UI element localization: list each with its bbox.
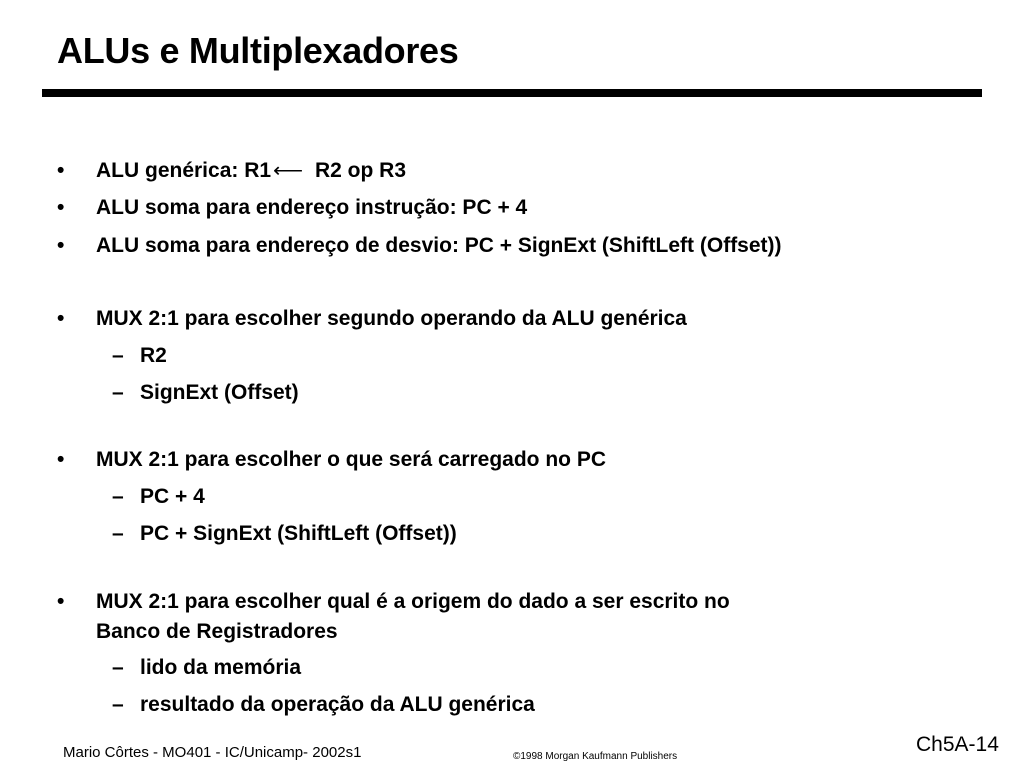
bullet-text: R2 op R3 xyxy=(309,159,407,182)
bullet-item-continuation: Banco de Registradores xyxy=(96,620,338,643)
bullet-marker: • xyxy=(57,159,65,182)
slide-title: ALUs e Multiplexadores xyxy=(57,30,459,71)
footer-copyright: ©1998 Morgan Kaufmann Publishers xyxy=(513,751,678,762)
dash-marker: – xyxy=(112,656,124,679)
bullet-item-alu-soma-instrucao: ALU soma para endereço instrução: PC + 4 xyxy=(96,196,528,219)
bullet-marker: • xyxy=(57,307,65,330)
bullet-marker: • xyxy=(57,448,65,471)
sub-item-r2: R2 xyxy=(140,344,167,367)
footer-author: Mario Côrtes - MO401 - IC/Unicamp- 2002s1 xyxy=(63,744,362,761)
bullet-marker: • xyxy=(57,590,65,613)
bullet-item-mux-registradores: MUX 2:1 para escolher qual é a origem do dado a ser escrito no xyxy=(96,590,730,613)
bullet-item-mux-operando: MUX 2:1 para escolher segundo operando da ALU genérica xyxy=(96,307,687,330)
bullet-item-alu-generica xyxy=(96,158,406,184)
left-arrow-icon: ⟵ xyxy=(273,159,304,182)
bullet-item-alu-soma-desvio: ALU soma para endereço de desvio: PC + SignExt (ShiftLeft (Offset)) xyxy=(96,234,782,257)
dash-marker: – xyxy=(112,522,124,545)
sub-item-pc-plus-signext: PC + SignExt (ShiftLeft (Offset)) xyxy=(140,522,457,545)
sub-item-pc-plus-4: PC + 4 xyxy=(140,485,205,508)
bullet-text: ALU genérica: R1 xyxy=(96,159,272,182)
dash-marker: – xyxy=(112,344,124,367)
sub-item-lido-memoria: lido da memória xyxy=(140,656,302,679)
dash-marker: – xyxy=(112,693,124,716)
bullet-marker: • xyxy=(57,196,65,219)
sub-item-signext-offset: SignExt (Offset) xyxy=(140,381,299,404)
dash-marker: – xyxy=(112,381,124,404)
title-underline xyxy=(42,89,982,97)
sub-item-resultado-alu: resultado da operação da ALU genérica xyxy=(140,693,535,716)
dash-marker: – xyxy=(112,485,124,508)
page-number: Ch5A-14 xyxy=(916,733,999,756)
bullet-item-mux-pc: MUX 2:1 para escolher o que será carregado no PC xyxy=(96,448,607,471)
bullet-marker: • xyxy=(57,234,65,257)
